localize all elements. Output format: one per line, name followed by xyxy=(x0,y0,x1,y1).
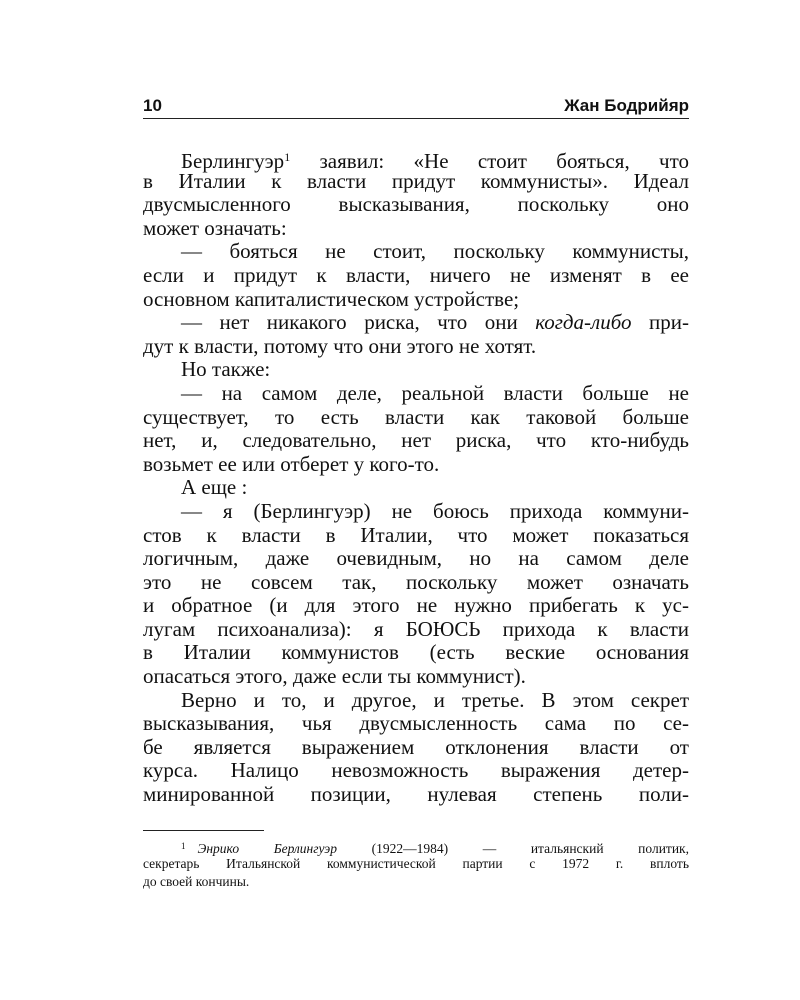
text-line: в Италии к власти придут коммунисты». Идеал xyxy=(143,168,689,193)
text-line: минированной позиции, нулевая степень поли- xyxy=(143,782,689,807)
text-line: — бояться не стоит, поскольку коммунисты, xyxy=(181,239,689,264)
text-line: Но также: xyxy=(181,357,271,382)
text-line: в Италии коммунистов (есть веские основания xyxy=(143,640,689,665)
text-line: дут к власти, потому что они этого не хотят. xyxy=(143,333,537,358)
emphasis: когда-либо xyxy=(535,310,632,335)
text-line: лугам психоанализа): я БОЮСЬ прихода к власти xyxy=(143,616,689,641)
text-line: стов к власти в Италии, что может показаться xyxy=(143,522,689,547)
text-line: может означать: xyxy=(143,215,287,240)
text-line: Верно и то, и другое, и третье. В этом секрет xyxy=(181,687,689,712)
footnote-line: секретарь Итальянской коммунистической партии с 1972 г. вплоть xyxy=(143,856,689,871)
footnote-marker: 1 xyxy=(181,841,186,851)
page-header xyxy=(143,96,689,116)
text-line: высказывания, чья двусмысленность сама по се- xyxy=(143,711,689,736)
footnote-rule xyxy=(143,830,264,831)
footnote-line: до своей кончины. xyxy=(143,874,250,889)
text-line: бе является выражением отклонения власти от xyxy=(143,734,689,759)
body-text xyxy=(143,146,689,807)
text-line: — на самом деле, реальной власти больше не xyxy=(181,380,689,405)
text-line: существует, то есть власти как таковой больше xyxy=(143,404,689,429)
text-line: основном капиталистическом устройстве; xyxy=(143,286,520,311)
text-line: если и придут к власти, ничего не изменят в ее xyxy=(143,262,689,287)
footnote-line: $^1$ Энрико Берлингуэр (1922—1984) — итальянский политик, xyxy=(181,841,689,856)
running-title: Жан Бодрийяр xyxy=(564,96,689,115)
text-line: логичным, даже очевидным, но на самом деле xyxy=(143,546,689,571)
footnote-name: Энрико Берлингуэр xyxy=(197,841,338,856)
text-line: и обратное (и для этого не нужно прибегать к ус- xyxy=(143,593,689,618)
text-line: возьмет ее или отберет у кого-то. xyxy=(143,451,440,476)
footnote-ref[interactable]: 1 xyxy=(284,150,291,164)
text-line: это не совсем так, поскольку может означать xyxy=(143,569,689,594)
page-number: 10 xyxy=(143,96,162,115)
text-line: — нет никакого риска, что они когда-либо при- xyxy=(181,310,689,335)
text-line: нет, и, следовательно, нет риска, что кто-нибудь xyxy=(143,428,689,453)
text-line: Берлингуэр$^1$ заявил: «Не стоит бояться, что xyxy=(181,149,689,173)
footnote xyxy=(143,837,689,891)
text-line: курса. Налицо невозможность выражения детер- xyxy=(143,758,689,783)
text-line: двусмысленного высказывания, поскольку оно xyxy=(143,192,689,217)
text-line: — я (Берлингуэр) не боюсь прихода коммуни- xyxy=(181,498,689,523)
header-rule xyxy=(143,118,689,119)
text-line: А еще : xyxy=(181,475,248,500)
text-line: опасаться этого, даже если ты коммунист). xyxy=(143,664,526,689)
